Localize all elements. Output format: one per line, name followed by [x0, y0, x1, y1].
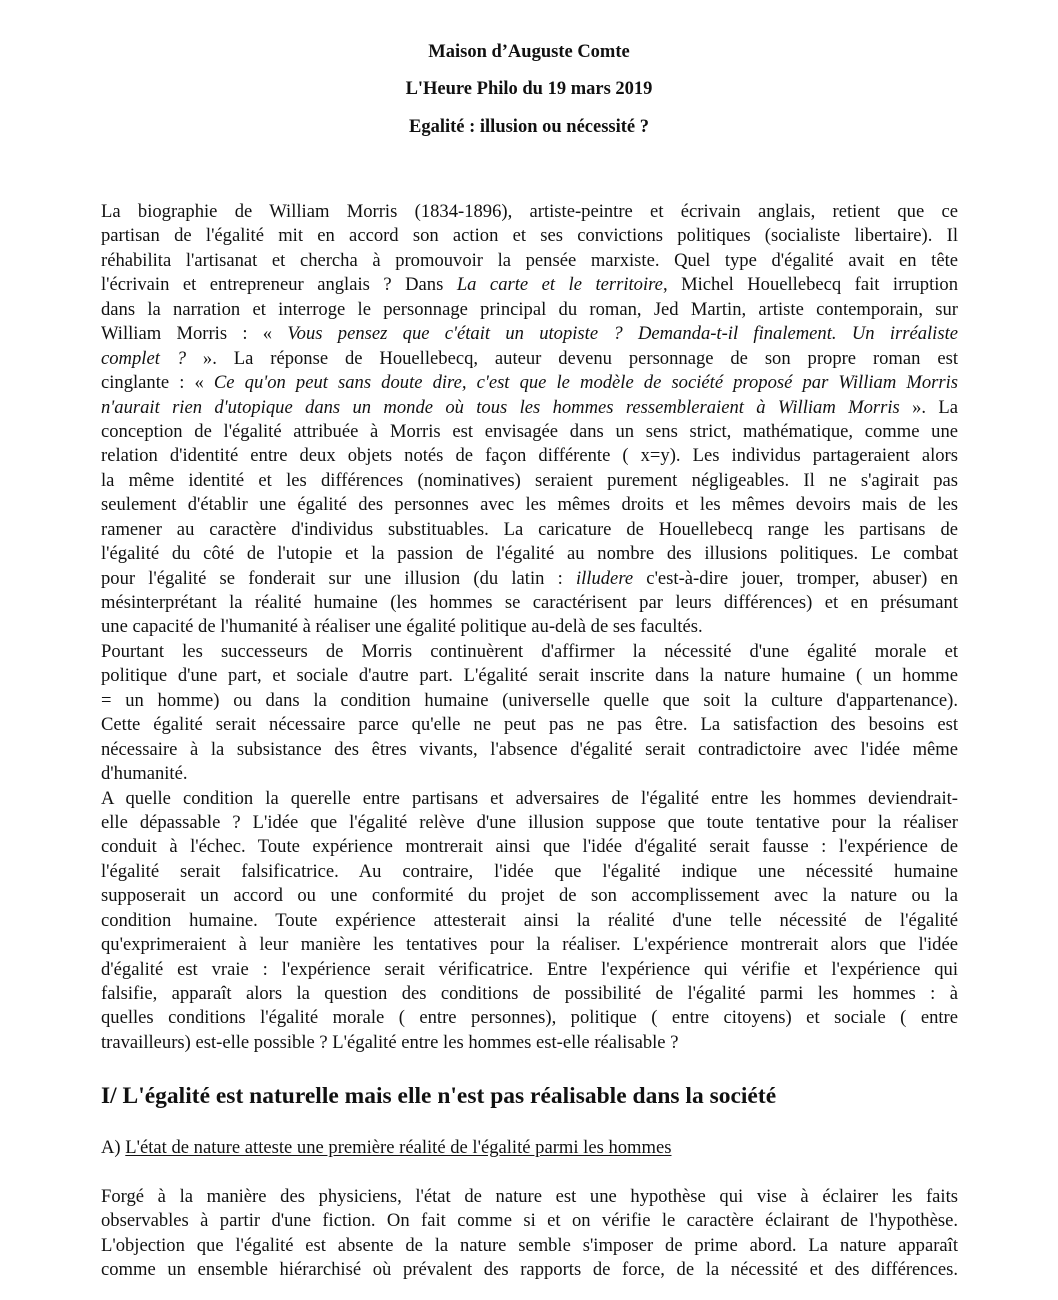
text-segment: cinglante : «	[101, 372, 214, 394]
text-line: travailleurs) est-elle possible ? L'égalité entre les hommes est-elle réalisable ?	[101, 1031, 679, 1053]
italic-quote: Ce qu'on peut sans doute dire, c'est que le modèle de société proposé par William Morris	[213, 372, 959, 394]
text-line: quelles conditions l'égalité morale ( entre personnes), politique ( entre citoyens) et sociale ( entre	[101, 1007, 958, 1029]
text-segment: c'est-à-dire jouer, tromper, abuser) en	[633, 567, 958, 589]
text-line: l'égalité du côté de l'utopie et la passion de l'égalité au nombre des illusions politiques. Le combat	[101, 543, 958, 565]
text-line: une capacité de l'humanité à réaliser une égalité politique au-delà de ses facultés.	[101, 616, 703, 638]
text-line	[101, 347, 958, 371]
text-line	[101, 567, 958, 591]
text-line: partisan de l'égalité mit en accord son action et ses convictions politiques (socialiste libertaire). Il	[101, 225, 958, 247]
text-line: observables à partir d'une fiction. On fait comme si et on vérifie le caractère éclairant de l'hypothèse.	[101, 1210, 958, 1232]
text-line: falsifie, apparaît alors la question des conditions de possibilité de l'égalité parmi les hommes : à	[101, 983, 958, 1004]
text-line: la même identité et les différences (nominatives) seraient purement négligeables. Il ne s'agirait pas	[101, 469, 958, 491]
text-line: ramener au caractère d'individus substituables. La caricature de Houellebecq range les partisans de	[101, 518, 958, 540]
text-line: dans la narration et interroge le personnage principal du roman, Jed Martin, artiste contemporain, sur	[101, 298, 958, 320]
text-line	[101, 273, 958, 297]
introduction	[101, 200, 958, 1055]
text-line: La biographie de William Morris (1834-1896), artiste-peintre et écrivain anglais, retient que ce	[101, 201, 958, 222]
text-line: condition humaine. Toute expérience attesterait ainsi la réalité d'une telle nécessité de l'égalité	[101, 909, 958, 931]
text-segment: ». La	[899, 396, 958, 418]
text-line	[101, 322, 958, 346]
event-title: L'Heure Philo du 19 mars 2019	[405, 79, 653, 99]
text-line: conception de l'égalité attribuée à Morris est envisagée dans un sens strict, mathématique, comme une	[101, 420, 958, 442]
text-line: conduit à l'échec. Toute expérience montrerait ainsi que l'idée d'égalité serait fausse : l'expérience de	[101, 836, 958, 858]
text-line: Pourtant les successeurs de Morris continuèrent d'affirmer la nécessité d'une égalité morale et	[101, 640, 958, 662]
italic-quote: complet ?	[101, 347, 187, 369]
text-segment: William Morris : «	[101, 323, 288, 345]
institution-name: Maison d’Auguste Comte	[428, 42, 630, 62]
text-segment: pour l'égalité se fonderait sur une illusion (du latin :	[101, 567, 576, 589]
text-line: réhabilita l'artisanat et chercha à promouvoir la pensée marxiste. Quel type d'égalité avait en tête	[101, 249, 958, 271]
text-segment: , Michel Houellebecq fait irruption	[662, 274, 959, 296]
text-line: d'humanité.	[101, 763, 188, 785]
section-heading: I/ L'égalité est naturelle mais elle n'est pas réalisable dans la société	[101, 1083, 777, 1109]
text-line: A quelle condition la querelle entre partisans et adversaires de l'égalité entre les hommes deviendrait-	[101, 787, 958, 809]
text-line: Forgé à la manière des physiciens, l'état de nature est une hypothèse qui vise à éclairer les faits	[101, 1186, 958, 1207]
text-segment: l'écrivain et entrepreneur anglais ? Dans	[101, 274, 457, 296]
text-line: = un homme) ou dans la condition humaine (universelle quelle que soit la culture d'appartenance).	[101, 689, 958, 711]
text-line: supposerait un accord ou une conformité du projet de son accomplissement avec la nature ou la	[101, 885, 958, 907]
text-line: d'égalité est vraie : l'expérience serait vérificatrice. Entre l'expérience qui vérifie et l'expérience qui	[101, 958, 958, 980]
text-line: seulement d'établir une égalité des personnes avec les mêmes droits et les mêmes devoirs mais de les	[101, 494, 958, 516]
text-line: elle dépassable ? L'idée que l'égalité relève d'une illusion suppose que toute tentative pour la réaliser	[101, 811, 958, 833]
text-line	[101, 371, 958, 395]
text-line: nécessaire à la subsistance des êtres vivants, l'absence d'égalité serait contradictoire avec l'idée même	[101, 738, 958, 760]
text-line: comme un ensemble hiérarchisé où prévalent des rapports de force, de la nécessité et des différences.	[101, 1259, 958, 1281]
subsection-marker: A)	[101, 1137, 126, 1158]
section-body	[101, 1185, 958, 1283]
italic-quote: n'aurait rien d'utopique dans un monde où tous les hommes ressembleraient à William Morris	[101, 396, 900, 418]
text-line: politique d'une part, et sociale d'autre part. L'égalité serait inscrite dans la nature humaine ( un homme	[101, 665, 958, 687]
document-title: Egalité : illusion ou nécessité ?	[409, 117, 649, 137]
text-line	[101, 396, 958, 420]
italic-quote: La carte et le territoire	[456, 274, 663, 296]
text-line: qu'exprimeraient à leur manière les tentatives pour la réaliser. L'expérience montrerait alors que l'idée	[101, 934, 958, 956]
text-line: relation d'identité entre deux objets notés de façon différente ( x=y). Les individus partageraient alors	[101, 445, 958, 467]
text-line: l'égalité serait falsificatrice. Au contraire, l'idée que l'égalité indique une nécessité humaine	[101, 860, 958, 882]
subsection-title: L'état de nature atteste une première réalité de l'égalité parmi les hommes	[125, 1137, 672, 1158]
italic-quote: Vous pensez que c'était un utopiste ? Demanda-t-il finalement. Un irréaliste	[287, 323, 958, 345]
text-line: mésinterprétant la réalité humaine (les hommes se caractérisent par leurs différences) et en présumant	[101, 592, 958, 613]
subsection-heading	[101, 1137, 671, 1159]
text-line: Cette égalité serait nécessaire parce qu'elle ne peut pas ne pas être. La satisfaction des besoins est	[101, 714, 958, 736]
italic-quote: illudere	[575, 567, 634, 589]
text-line: L'objection que l'égalité est absente de la nature semble s'imposer de prime abord. La nature apparaît	[101, 1234, 958, 1256]
text-segment: ». La réponse de Houellebecq, auteur devenu personnage de son propre roman est	[186, 347, 958, 369]
